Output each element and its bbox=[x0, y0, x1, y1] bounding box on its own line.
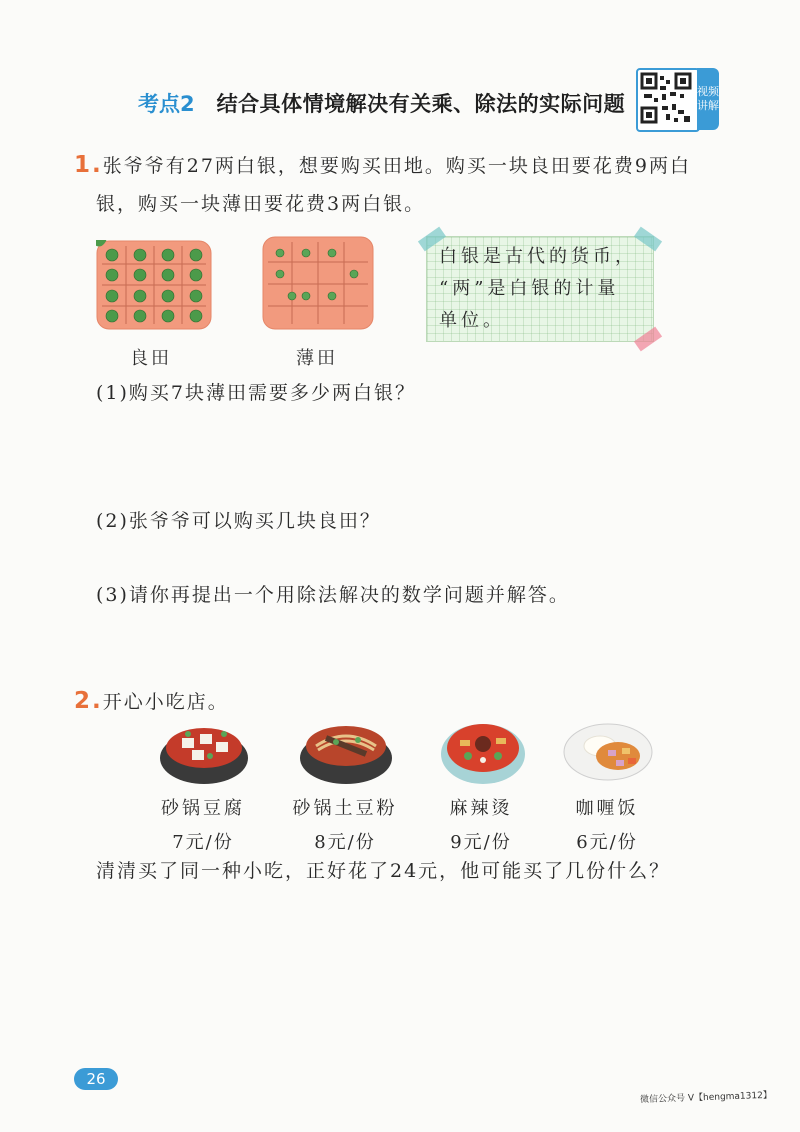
note-line-3: 单位。 bbox=[439, 310, 505, 331]
food-price-2: 8元/份 bbox=[314, 832, 376, 853]
qr-code-icon[interactable] bbox=[636, 68, 700, 132]
q1-text-line2: 银，购买一块薄田要花费3两白银。 bbox=[96, 193, 426, 215]
q2-title: 开心小吃店。 bbox=[102, 691, 229, 713]
food-name-2: 砂锅土豆粉 bbox=[292, 798, 398, 819]
question-1 bbox=[74, 146, 691, 223]
question-number: 2. bbox=[74, 688, 103, 714]
video-tag[interactable]: 视频讲解 bbox=[697, 68, 719, 130]
food-price-4: 6元/份 bbox=[576, 832, 638, 853]
q1-text-line1: 张爷爷有27两白银，想要购买田地。购买一块良田要花费9两白 bbox=[102, 155, 692, 177]
q1-sub1: (1)购买7块薄田需要多少两白银？ bbox=[96, 382, 417, 404]
poor-field-image bbox=[262, 236, 374, 334]
q2-question: 清清买了同一种小吃，正好花了24元，他可能买了几份什么？ bbox=[96, 860, 671, 882]
note-line-2: “两”是白银的计量 bbox=[439, 278, 620, 299]
good-field-image bbox=[96, 240, 212, 334]
claypot-potato-noodle-image bbox=[296, 716, 396, 792]
food-name-3: 麻辣烫 bbox=[449, 798, 513, 819]
page-number: 26 bbox=[74, 1068, 118, 1090]
question-2 bbox=[74, 682, 229, 721]
note-line-1: 白银是古代的货币， bbox=[439, 246, 637, 267]
kaodian-label: 考点2 bbox=[138, 92, 195, 116]
question-number: 1. bbox=[74, 152, 103, 178]
food-name-1: 砂锅豆腐 bbox=[161, 798, 245, 819]
poor-field-label: 薄田 bbox=[296, 348, 338, 369]
section-title: 结合具体情境解决有关乘、除法的实际问题 bbox=[216, 92, 626, 116]
curry-rice-image bbox=[562, 718, 654, 788]
malatang-image bbox=[438, 716, 528, 790]
food-price-1: 7元/份 bbox=[172, 832, 234, 853]
claypot-tofu-image bbox=[158, 718, 250, 792]
food-price-3: 9元/份 bbox=[450, 832, 512, 853]
watermark: 微信公众号 V【hengma1312】 bbox=[639, 1090, 773, 1106]
food-name-4: 咖喱饭 bbox=[575, 798, 639, 819]
q1-sub3: (3)请你再提出一个用除法解决的数学问题并解答。 bbox=[96, 584, 570, 606]
section-header bbox=[138, 88, 625, 118]
q1-sub2: (2)张爷爷可以购买几块良田？ bbox=[96, 510, 381, 532]
good-field-label: 良田 bbox=[130, 348, 172, 369]
silver-note bbox=[426, 236, 654, 342]
